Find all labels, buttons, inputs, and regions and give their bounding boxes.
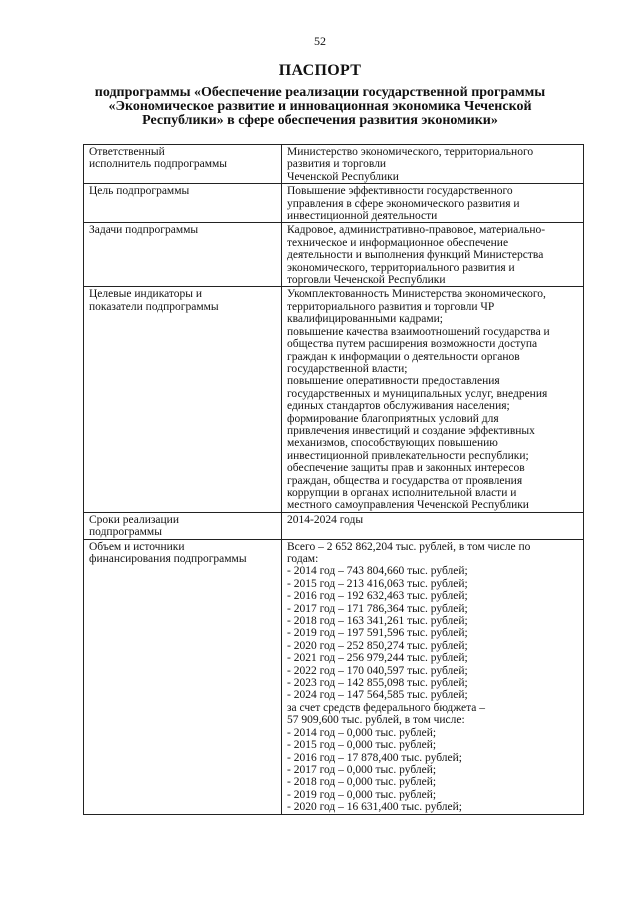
value-text-line: развития и торговли — [287, 158, 387, 171]
table-row — [84, 539, 584, 814]
value-text-line: квалифицированными кадрами; — [287, 313, 443, 326]
value-text-line: Укомплектованность Министерства экономического, — [287, 288, 546, 301]
document-title: ПАСПОРТ — [278, 62, 362, 79]
value-text-line: 57 909,600 тыс. рублей, в том числе: — [287, 714, 465, 727]
value-text-line: - 2019 год – 0,000 тыс. рублей; — [287, 788, 437, 801]
row-label-cell — [84, 223, 282, 287]
table-row — [84, 223, 584, 287]
value-text-line: - 2015 год – 213 416,063 тыс. рублей; — [287, 577, 468, 590]
row-value-cell — [282, 512, 584, 539]
value-text-line: - 2017 год – 171 786,364 тыс. рублей; — [287, 602, 468, 615]
row-value-cell — [282, 287, 584, 512]
row-label-cell — [84, 512, 282, 539]
value-text-line: территориального развития и торговли ЧР — [287, 300, 495, 313]
value-text-line: 2014-2024 годы — [287, 513, 364, 526]
table-row — [84, 184, 584, 223]
value-text-line: экономического, территориального развития и — [287, 261, 515, 274]
value-text-line: государственных и муниципальных услуг, внедрения — [287, 387, 548, 400]
value-text-line: коррупции в органах исполнительной власти и — [287, 486, 517, 499]
label-text-line: Целевые индикаторы и — [89, 288, 203, 301]
label-text-line: Цель подпрограммы — [89, 185, 190, 198]
value-text-line: Повышение эффективности государственного — [287, 185, 513, 198]
value-text-line: - 2022 год – 170 040,597 тыс. рублей; — [287, 664, 468, 677]
value-text-line: единых стандартов обслуживания населения; — [287, 400, 510, 413]
value-text-line: общества путем расширения возможности доступа — [287, 338, 538, 351]
value-text-line: - 2015 год – 0,000 тыс. рублей; — [287, 739, 437, 752]
label-text-line: Задачи подпрограммы — [89, 224, 199, 237]
label-text-line: подпрограммы — [89, 526, 162, 539]
row-label-cell — [84, 539, 282, 814]
row-label-cell — [84, 184, 282, 223]
document-subtitle — [80, 86, 560, 128]
row-label-cell — [84, 287, 282, 512]
value-text-line: - 2014 год – 0,000 тыс. рублей; — [287, 726, 437, 739]
row-label-cell — [84, 145, 282, 184]
table-row — [84, 512, 584, 539]
value-text-line: управления в сфере экономического развития и — [287, 197, 520, 210]
value-text-line: инвестиционной привлекательности республики; — [287, 449, 529, 462]
value-text-line: - 2020 год – 16 631,400 тыс. рублей; — [287, 801, 462, 814]
value-text-line: - 2018 год – 163 341,261 тыс. рублей; — [287, 615, 468, 628]
value-text-line: механизмов, способствующих повышению — [287, 437, 498, 450]
table-row — [84, 287, 584, 512]
row-value-cell — [282, 539, 584, 814]
value-text-line: граждан, общества и государства от проявления — [287, 474, 523, 487]
value-text-line: граждан к информации о деятельности органов — [287, 350, 520, 363]
label-text-line: Ответственный — [89, 146, 165, 158]
value-text-line: техническое и информационное обеспечение — [287, 236, 509, 249]
value-text-line: обеспечение защиты прав и законных интересов — [287, 462, 525, 475]
row-value-cell — [282, 223, 584, 287]
subtitle-line: подпрограммы «Обеспечение реализации государственной программы — [94, 85, 546, 100]
value-text-line: Министерство экономического, территориального — [287, 146, 534, 158]
value-text-line: - 2021 год – 256 979,244 тыс. рублей; — [287, 652, 468, 665]
value-text-line: - 2014 год – 743 804,660 тыс. рублей; — [287, 565, 468, 578]
row-value-cell — [282, 184, 584, 223]
value-text-line: - 2016 год – 17 878,400 тыс. рублей; — [287, 751, 462, 764]
value-text-line: повышение качества взаимоотношений государства и — [287, 325, 550, 338]
value-text-line: - 2020 год – 252 850,274 тыс. рублей; — [287, 639, 468, 652]
value-text-line: деятельности и выполнения функций Министерства — [287, 249, 544, 262]
value-text-line: Чеченской Республики — [287, 170, 399, 183]
value-text-line: - 2016 год – 192 632,463 тыс. рублей; — [287, 590, 468, 603]
value-text-line: - 2023 год – 142 855,098 тыс. рублей; — [287, 677, 468, 690]
value-text-line: за счет средств федерального бюджета – — [287, 701, 486, 714]
subtitle-line: Республики» в сфере обеспечения развития экономики» — [142, 113, 498, 128]
row-value-cell — [282, 145, 584, 184]
label-text-line: исполнитель подпрограммы — [89, 158, 227, 171]
value-text-line: торговли Чеченской Республики — [287, 274, 446, 287]
label-text-line: Сроки реализации — [89, 513, 179, 526]
table-row — [84, 145, 584, 184]
label-text-line: Объем и источники — [89, 540, 185, 553]
value-text-line: государственной власти; — [287, 362, 408, 375]
passport-table-body — [84, 145, 584, 815]
label-text-line: финансирования подпрограммы — [89, 553, 247, 565]
passport-table — [83, 144, 584, 815]
subtitle-line: «Экономическое развитие и инновационная экономика Чеченской — [108, 99, 532, 114]
value-text-line: Кадровое, административно-правовое, материально- — [287, 224, 546, 237]
value-text-line: - 2017 год – 0,000 тыс. рублей; — [287, 763, 437, 776]
page-number: 52 — [314, 34, 326, 48]
value-text-line: привлечения инвестиций и создание эффективных — [287, 424, 535, 437]
value-text-line: годам: — [287, 553, 319, 565]
value-text-line: - 2019 год – 197 591,596 тыс. рублей; — [287, 627, 468, 640]
value-text-line: инвестиционной деятельности — [287, 210, 438, 223]
value-text-line: Всего – 2 652 862,204 тыс. рублей, в том числе по — [287, 540, 531, 553]
label-text-line: показатели подпрограммы — [89, 300, 219, 313]
value-text-line: - 2024 год – 147 564,585 тыс. рублей; — [287, 689, 468, 702]
value-text-line: повышение оперативности предоставления — [287, 375, 500, 388]
value-text-line: местного самоуправления Чеченской Республики — [287, 499, 529, 512]
value-text-line: - 2018 год – 0,000 тыс. рублей; — [287, 776, 437, 789]
value-text-line: формирование благоприятных условий для — [287, 412, 499, 425]
